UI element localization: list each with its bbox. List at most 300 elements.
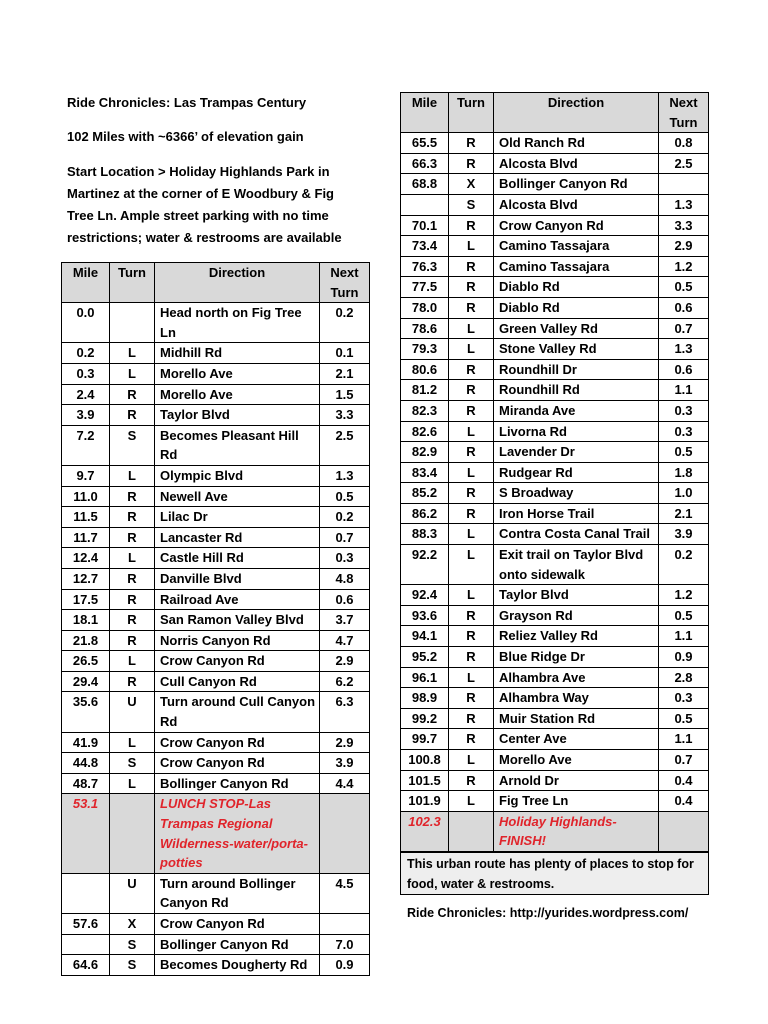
table-row: [401, 626, 709, 647]
mile-cell: 48.7: [62, 773, 110, 794]
mile-cell: 44.8: [62, 753, 110, 774]
mile-cell: 94.1: [401, 626, 449, 647]
mile-cell: [62, 934, 110, 955]
mile-cell: 82.6: [401, 421, 449, 442]
next-turn-cell: 4.4: [320, 773, 370, 794]
next-turn-cell: 2.1: [659, 503, 709, 524]
table-row: [62, 651, 370, 672]
table-row: [401, 277, 709, 298]
table-body-right: [401, 133, 709, 852]
mile-cell: 53.1: [62, 794, 110, 873]
table-row: [401, 770, 709, 791]
mile-cell: 73.4: [401, 236, 449, 257]
mile-cell: 11.5: [62, 507, 110, 528]
direction-cell: Taylor Blvd: [155, 405, 320, 426]
next-turn-cell: 2.8: [659, 667, 709, 688]
table-row: [401, 442, 709, 463]
mile-cell: 0.0: [62, 303, 110, 343]
next-turn-cell: 2.9: [320, 651, 370, 672]
turn-cell: L: [110, 548, 155, 569]
mile-cell: 99.2: [401, 708, 449, 729]
mile-cell: 57.6: [62, 914, 110, 935]
turn-cell: L: [449, 545, 494, 585]
next-turn-cell: 2.1: [320, 363, 370, 384]
header-mile: Mile: [401, 93, 449, 133]
direction-cell: Bollinger Canyon Rd: [494, 174, 659, 195]
turn-cell: L: [110, 465, 155, 486]
cue-sheet-table-left: [61, 262, 370, 976]
turn-cell: R: [449, 708, 494, 729]
next-turn-cell: 0.3: [659, 688, 709, 709]
turn-cell: L: [449, 585, 494, 606]
mile-cell: 12.7: [62, 568, 110, 589]
turn-cell: R: [110, 527, 155, 548]
table-row: [62, 773, 370, 794]
turn-cell: L: [449, 421, 494, 442]
next-turn-cell: 4.7: [320, 630, 370, 651]
table-row: [62, 671, 370, 692]
direction-cell: Contra Costa Canal Trail: [494, 524, 659, 545]
next-turn-cell: 0.5: [659, 277, 709, 298]
turn-cell: L: [449, 339, 494, 360]
mile-cell: 82.3: [401, 400, 449, 421]
direction-cell: Alcosta Blvd: [494, 153, 659, 174]
turn-cell: L: [449, 791, 494, 812]
table-row: [62, 363, 370, 384]
next-turn-cell: 0.1: [320, 343, 370, 364]
table-row: [401, 811, 709, 851]
table-row: [401, 483, 709, 504]
turn-cell: R: [449, 400, 494, 421]
turn-cell: X: [110, 914, 155, 935]
table-row: [62, 934, 370, 955]
turn-cell: R: [449, 770, 494, 791]
next-turn-cell: 1.0: [659, 483, 709, 504]
direction-cell: Newell Ave: [155, 486, 320, 507]
direction-cell: Norris Canyon Rd: [155, 630, 320, 651]
table-row: [401, 359, 709, 380]
direction-cell: Grayson Rd: [494, 605, 659, 626]
mile-cell: 102.3: [401, 811, 449, 851]
table-header-row: [62, 263, 370, 303]
next-turn-cell: 4.5: [320, 873, 370, 913]
table-row: [401, 256, 709, 277]
direction-cell: Cull Canyon Rd: [155, 671, 320, 692]
turn-cell: R: [449, 647, 494, 668]
direction-cell: Head north on Fig Tree Ln: [155, 303, 320, 343]
direction-cell: Morello Ave: [155, 384, 320, 405]
mile-cell: 18.1: [62, 610, 110, 631]
mile-cell: 0.3: [62, 363, 110, 384]
mile-cell: 26.5: [62, 651, 110, 672]
table-row: [401, 421, 709, 442]
next-turn-cell: 0.7: [659, 750, 709, 771]
table-row: [62, 692, 370, 732]
direction-cell: Exit trail on Taylor Blvd onto sidewalk: [494, 545, 659, 585]
turn-cell: R: [110, 486, 155, 507]
next-turn-cell: 0.3: [659, 421, 709, 442]
mile-cell: 65.5: [401, 133, 449, 154]
mile-cell: 0.2: [62, 343, 110, 364]
turn-cell: R: [449, 380, 494, 401]
mile-cell: 11.0: [62, 486, 110, 507]
next-turn-cell: 3.9: [659, 524, 709, 545]
turn-cell: [110, 794, 155, 873]
next-turn-cell: 7.0: [320, 934, 370, 955]
next-turn-cell: 1.1: [659, 380, 709, 401]
next-turn-cell: 0.3: [320, 548, 370, 569]
next-turn-cell: [320, 914, 370, 935]
table-row: [401, 153, 709, 174]
turn-cell: L: [449, 750, 494, 771]
next-turn-cell: [320, 794, 370, 873]
turn-cell: L: [110, 343, 155, 364]
mile-cell: 86.2: [401, 503, 449, 524]
table-row: [401, 667, 709, 688]
mile-cell: 7.2: [62, 425, 110, 465]
table-row: [62, 732, 370, 753]
direction-cell: San Ramon Valley Blvd: [155, 610, 320, 631]
direction-cell: Diablo Rd: [494, 297, 659, 318]
next-turn-cell: 4.8: [320, 568, 370, 589]
turn-cell: S: [110, 934, 155, 955]
next-turn-cell: 1.1: [659, 626, 709, 647]
table-row: [401, 708, 709, 729]
next-turn-cell: 6.3: [320, 692, 370, 732]
table-row: [62, 405, 370, 426]
table-row: [401, 400, 709, 421]
direction-cell: Camino Tassajara: [494, 256, 659, 277]
turn-cell: L: [449, 667, 494, 688]
mile-cell: 78.0: [401, 297, 449, 318]
turn-cell: S: [110, 753, 155, 774]
direction-cell: Miranda Ave: [494, 400, 659, 421]
mile-cell: 82.9: [401, 442, 449, 463]
turn-cell: R: [449, 153, 494, 174]
next-turn-cell: 3.3: [659, 215, 709, 236]
mile-cell: 100.8: [401, 750, 449, 771]
next-turn-cell: 0.5: [659, 708, 709, 729]
direction-cell: Turn around Bollinger Canyon Rd: [155, 873, 320, 913]
table-row: [62, 465, 370, 486]
mile-cell: 92.2: [401, 545, 449, 585]
turn-cell: R: [110, 610, 155, 631]
direction-cell: LUNCH STOP-Las Trampas Regional Wilderness-water/porta-potties: [155, 794, 320, 873]
table-row: [62, 548, 370, 569]
table-row: [62, 425, 370, 465]
next-turn-cell: 0.8: [659, 133, 709, 154]
turn-cell: R: [449, 483, 494, 504]
turn-cell: R: [449, 605, 494, 626]
route-summary: 102 Miles with ~6366’ of elevation gain: [67, 129, 304, 144]
table-row: [62, 630, 370, 651]
turn-cell: R: [110, 589, 155, 610]
mile-cell: 78.6: [401, 318, 449, 339]
direction-cell: Lilac Dr: [155, 507, 320, 528]
turn-cell: S: [110, 425, 155, 465]
direction-cell: Morello Ave: [155, 363, 320, 384]
mile-cell: 68.8: [401, 174, 449, 195]
direction-cell: Crow Canyon Rd: [155, 732, 320, 753]
table-row: [62, 914, 370, 935]
turn-cell: R: [449, 729, 494, 750]
turn-cell: X: [449, 174, 494, 195]
direction-cell: Crow Canyon Rd: [155, 914, 320, 935]
direction-cell: Alhambra Way: [494, 688, 659, 709]
table-row: [62, 794, 370, 873]
table-row: [401, 750, 709, 771]
table-row: [62, 343, 370, 364]
direction-cell: Stone Valley Rd: [494, 339, 659, 360]
table-row: [401, 174, 709, 195]
header-mile: Mile: [62, 263, 110, 303]
next-turn-cell: 2.5: [659, 153, 709, 174]
mile-cell: 29.4: [62, 671, 110, 692]
header-next-turn: Next Turn: [659, 93, 709, 133]
turn-cell: U: [110, 873, 155, 913]
direction-cell: Bollinger Canyon Rd: [155, 773, 320, 794]
turn-cell: S: [449, 194, 494, 215]
turn-cell: L: [449, 524, 494, 545]
next-turn-cell: 1.3: [659, 339, 709, 360]
direction-cell: Blue Ridge Dr: [494, 647, 659, 668]
turn-cell: L: [110, 651, 155, 672]
next-turn-cell: 0.5: [659, 605, 709, 626]
header-direction: Direction: [155, 263, 320, 303]
turn-cell: [110, 303, 155, 343]
turn-cell: L: [110, 732, 155, 753]
next-turn-cell: 0.2: [320, 507, 370, 528]
mile-cell: 80.6: [401, 359, 449, 380]
direction-cell: Castle Hill Rd: [155, 548, 320, 569]
table-row: [401, 729, 709, 750]
mile-cell: [62, 873, 110, 913]
table-row: [401, 215, 709, 236]
mile-cell: 35.6: [62, 692, 110, 732]
mile-cell: 101.5: [401, 770, 449, 791]
mile-cell: 12.4: [62, 548, 110, 569]
mile-cell: 41.9: [62, 732, 110, 753]
direction-cell: Old Ranch Rd: [494, 133, 659, 154]
direction-cell: Crow Canyon Rd: [155, 753, 320, 774]
next-turn-cell: [659, 811, 709, 851]
direction-cell: Railroad Ave: [155, 589, 320, 610]
direction-cell: Midhill Rd: [155, 343, 320, 364]
table-row: [62, 589, 370, 610]
table-row: [401, 133, 709, 154]
next-turn-cell: 0.3: [659, 400, 709, 421]
next-turn-cell: 6.2: [320, 671, 370, 692]
cue-sheet-table-right: [400, 92, 709, 852]
next-turn-cell: 0.4: [659, 770, 709, 791]
mile-cell: 99.7: [401, 729, 449, 750]
mile-cell: 17.5: [62, 589, 110, 610]
table-row: [401, 647, 709, 668]
next-turn-cell: 0.2: [320, 303, 370, 343]
table-row: [401, 605, 709, 626]
mile-cell: 66.3: [401, 153, 449, 174]
direction-cell: Becomes Pleasant Hill Rd: [155, 425, 320, 465]
next-turn-cell: 0.9: [659, 647, 709, 668]
direction-cell: Crow Canyon Rd: [155, 651, 320, 672]
footer-credit: Ride Chronicles: http://yurides.wordpress.com/: [407, 906, 689, 920]
table-row: [62, 384, 370, 405]
turn-cell: R: [110, 405, 155, 426]
direction-cell: Taylor Blvd: [494, 585, 659, 606]
direction-cell: Roundhill Rd: [494, 380, 659, 401]
next-turn-cell: 0.6: [320, 589, 370, 610]
mile-cell: 93.6: [401, 605, 449, 626]
turn-cell: R: [110, 507, 155, 528]
next-turn-cell: 1.1: [659, 729, 709, 750]
turn-cell: R: [110, 630, 155, 651]
table-row: [401, 297, 709, 318]
next-turn-cell: 1.2: [659, 256, 709, 277]
turn-cell: R: [449, 133, 494, 154]
turn-cell: R: [449, 297, 494, 318]
table-body-left: [62, 303, 370, 976]
next-turn-cell: 1.5: [320, 384, 370, 405]
header-next-turn: Next Turn: [320, 263, 370, 303]
direction-cell: Livorna Rd: [494, 421, 659, 442]
table-row: [401, 524, 709, 545]
next-turn-cell: 0.6: [659, 297, 709, 318]
next-turn-cell: 1.3: [659, 194, 709, 215]
direction-cell: Becomes Dougherty Rd: [155, 955, 320, 976]
turn-cell: R: [449, 277, 494, 298]
table-row: [62, 873, 370, 913]
turn-cell: R: [449, 256, 494, 277]
mile-cell: 2.4: [62, 384, 110, 405]
turn-cell: R: [110, 384, 155, 405]
direction-cell: Bollinger Canyon Rd: [155, 934, 320, 955]
direction-cell: Olympic Blvd: [155, 465, 320, 486]
turn-cell: R: [449, 626, 494, 647]
table-row: [401, 462, 709, 483]
table-row: [62, 527, 370, 548]
mile-cell: 95.2: [401, 647, 449, 668]
table-row: [401, 194, 709, 215]
turn-cell: R: [449, 503, 494, 524]
table-row: [62, 955, 370, 976]
table-row: [401, 688, 709, 709]
table-row: [62, 610, 370, 631]
next-turn-cell: 0.7: [320, 527, 370, 548]
direction-cell: Holiday Highlands-FINISH!: [494, 811, 659, 851]
mile-cell: 9.7: [62, 465, 110, 486]
table-header-row: [401, 93, 709, 133]
next-turn-cell: 3.3: [320, 405, 370, 426]
next-turn-cell: 0.9: [320, 955, 370, 976]
table-row: [401, 585, 709, 606]
turn-cell: L: [449, 318, 494, 339]
direction-cell: Fig Tree Ln: [494, 791, 659, 812]
next-turn-cell: 1.8: [659, 462, 709, 483]
mile-cell: 64.6: [62, 955, 110, 976]
direction-cell: Danville Blvd: [155, 568, 320, 589]
turn-cell: L: [449, 236, 494, 257]
direction-cell: Center Ave: [494, 729, 659, 750]
direction-cell: Alcosta Blvd: [494, 194, 659, 215]
next-turn-cell: 1.2: [659, 585, 709, 606]
direction-cell: Diablo Rd: [494, 277, 659, 298]
start-location: Start Location > Holiday Highlands Park in Martinez at the corner of E Woodbury & Fig Tree Ln. Ample street parking with no time restrictions; water & restrooms are available: [67, 164, 342, 245]
table-row: [62, 303, 370, 343]
direction-cell: Green Valley Rd: [494, 318, 659, 339]
next-turn-cell: 0.2: [659, 545, 709, 585]
next-turn-cell: 2.5: [320, 425, 370, 465]
mile-cell: 11.7: [62, 527, 110, 548]
table-row: [401, 236, 709, 257]
table-row: [401, 503, 709, 524]
turn-cell: R: [449, 359, 494, 380]
table-row: [401, 339, 709, 360]
header-turn: Turn: [110, 263, 155, 303]
direction-cell: Morello Ave: [494, 750, 659, 771]
table-row: [62, 753, 370, 774]
turn-cell: R: [449, 688, 494, 709]
next-turn-cell: [659, 174, 709, 195]
turn-cell: R: [449, 215, 494, 236]
turn-cell: [449, 811, 494, 851]
next-turn-cell: 0.5: [659, 442, 709, 463]
next-turn-cell: 0.4: [659, 791, 709, 812]
direction-cell: Camino Tassajara: [494, 236, 659, 257]
direction-cell: Alhambra Ave: [494, 667, 659, 688]
mile-cell: 101.9: [401, 791, 449, 812]
table-row: [401, 380, 709, 401]
mile-cell: 70.1: [401, 215, 449, 236]
mile-cell: 88.3: [401, 524, 449, 545]
next-turn-cell: 2.9: [659, 236, 709, 257]
mile-cell: 21.8: [62, 630, 110, 651]
table-row: [62, 507, 370, 528]
header-turn: Turn: [449, 93, 494, 133]
turn-cell: L: [449, 462, 494, 483]
direction-cell: Turn around Cull Canyon Rd: [155, 692, 320, 732]
mile-cell: 83.4: [401, 462, 449, 483]
mile-cell: 81.2: [401, 380, 449, 401]
next-turn-cell: 1.3: [320, 465, 370, 486]
header-direction: Direction: [494, 93, 659, 133]
table-row: [401, 545, 709, 585]
table-row: [62, 486, 370, 507]
table-row: [401, 791, 709, 812]
direction-cell: Iron Horse Trail: [494, 503, 659, 524]
table-row: [401, 318, 709, 339]
mile-cell: 3.9: [62, 405, 110, 426]
mile-cell: 92.4: [401, 585, 449, 606]
direction-cell: Roundhill Dr: [494, 359, 659, 380]
direction-cell: Lavender Dr: [494, 442, 659, 463]
mile-cell: 98.9: [401, 688, 449, 709]
direction-cell: S Broadway: [494, 483, 659, 504]
direction-cell: Lancaster Rd: [155, 527, 320, 548]
next-turn-cell: 0.6: [659, 359, 709, 380]
turn-cell: R: [110, 568, 155, 589]
mile-cell: [401, 194, 449, 215]
next-turn-cell: 0.5: [320, 486, 370, 507]
next-turn-cell: 2.9: [320, 732, 370, 753]
direction-cell: Muir Station Rd: [494, 708, 659, 729]
direction-cell: Crow Canyon Rd: [494, 215, 659, 236]
turn-cell: R: [449, 442, 494, 463]
turn-cell: L: [110, 773, 155, 794]
doc-title: Ride Chronicles: Las Trampas Century: [67, 95, 307, 110]
next-turn-cell: 0.7: [659, 318, 709, 339]
mile-cell: 79.3: [401, 339, 449, 360]
mile-cell: 96.1: [401, 667, 449, 688]
